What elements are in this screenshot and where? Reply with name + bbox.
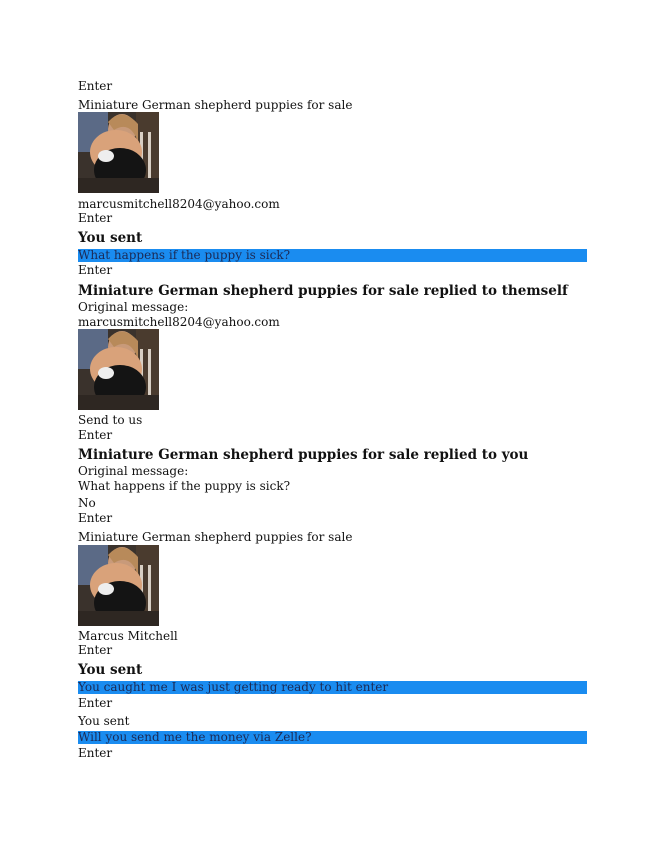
text-original-message: Original message: [78, 300, 189, 314]
text-email: marcusmitchell8204@yahoo.com [78, 197, 280, 211]
text-reply: No [78, 496, 96, 510]
sent-message-highlight: You caught me I was just getting ready to hit enter [78, 681, 587, 694]
text-enter: Enter [78, 511, 113, 525]
text-send-to-us: Send to us [78, 413, 143, 427]
text-seller-name: Miniature German shepherd puppies for sale [78, 530, 353, 544]
text-original-message: Original message: [78, 464, 189, 478]
text-enter: Enter [78, 696, 113, 710]
puppy-photo-icon[interactable] [78, 329, 159, 410]
text-seller-name: Miniature German shepherd puppies for sale [78, 98, 353, 112]
text-enter: Enter [78, 263, 113, 277]
heading-you-sent: You sent [78, 230, 143, 246]
heading-replied-to-you: Miniature German shepherd puppies for sale replied to you [78, 447, 529, 463]
text-enter: Enter [78, 643, 113, 657]
text-quoted-message: What happens if the puppy is sick? [78, 479, 291, 493]
photo-graphic [78, 545, 159, 626]
photo-graphic [78, 112, 159, 193]
heading-you-sent: You sent [78, 662, 143, 678]
puppy-photo-icon[interactable] [78, 112, 159, 193]
sent-message-highlight: Will you send me the money via Zelle? [78, 731, 587, 744]
text-enter: Enter [78, 211, 113, 225]
text-contact-name: Marcus Mitchell [78, 629, 178, 643]
puppy-photo-icon[interactable] [78, 545, 159, 626]
photo-graphic [78, 329, 159, 410]
text-you-sent: You sent [78, 714, 130, 728]
sent-message-highlight: What happens if the puppy is sick? [78, 249, 587, 262]
text-enter: Enter [78, 428, 113, 442]
text-enter: Enter [78, 79, 113, 93]
heading-replied-to-themself: Miniature German shepherd puppies for sale replied to themself [78, 283, 568, 299]
text-enter: Enter [78, 746, 113, 760]
text-email: marcusmitchell8204@yahoo.com [78, 315, 280, 329]
